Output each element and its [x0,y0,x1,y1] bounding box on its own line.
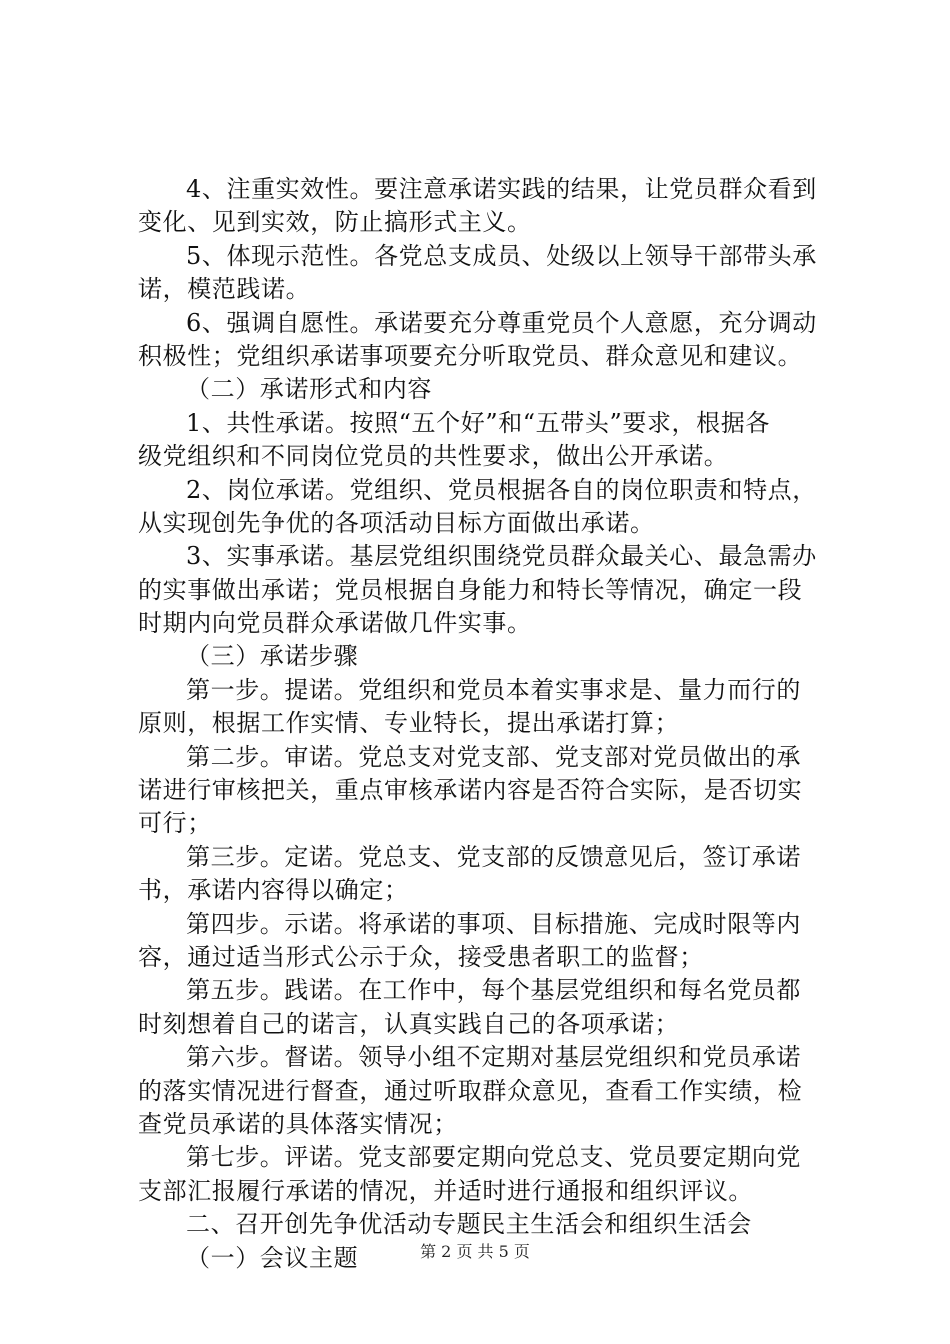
paragraph-line: 诺进行审核把关，重点审核承诺内容是否符合实际，是否切实 [138,776,803,805]
paragraph-line: 第三步。定诺。党总支、党支部的反馈意见后，签订承诺 [186,842,801,871]
paragraph-line: 6、强调自愿性。承诺要充分尊重党员个人意愿，充分调动 [186,308,817,337]
paragraph-line: 可行； [138,809,212,838]
paragraph-line: 的实事做出承诺；党员根据自身能力和特长等情况，确定一段 [138,575,803,604]
paragraph-line: 级党组织和不同岗位党员的共性要求，做出公开承诺。 [138,442,729,471]
paragraph-line: 4、注重实效性。要注意承诺实践的结果，让党员群众看到 [186,175,817,203]
paragraph-line: 原则，根据工作实情、专业特长，提出承诺打算； [138,709,680,738]
section-heading: （三）承诺步骤 [186,642,359,671]
paragraph-line: 第二步。审诺。党总支对党支部、党支部对党员做出的承 [186,742,801,771]
paragraph-line: 第四步。示诺。将承诺的事项、目标措施、完成时限等内 [186,909,801,938]
paragraph-line: 书，承诺内容得以确定； [138,876,409,905]
paragraph-line: 第七步。评诺。党支部要定期向党总支、党员要定期向党 [186,1143,801,1172]
paragraph-line: 时刻想着自己的诺言，认真实践自己的各项承诺； [138,1009,680,1038]
section-heading: （二）承诺形式和内容 [186,375,432,404]
paragraph-line: 5、体现示范性。各党总支成员、处级以上领导干部带头承 [186,241,817,270]
paragraph-line: 的落实情况进行督查，通过听取群众意见，查看工作实绩，检 [138,1076,803,1105]
section-heading: 二、召开创先争优活动专题民主生活会和组织生活会 [186,1210,752,1239]
paragraph-line: 积极性；党组织承诺事项要充分听取党员、群众意见和建议。 [138,341,803,370]
paragraph-line: 3、实事承诺。基层党组织围绕党员群众最关心、最急需办 [186,542,817,571]
paragraph-line: 1、共性承诺。按照“五个好”和“五带头”要求，根据各 [186,408,770,437]
document-body [138,173,838,1275]
paragraph-line: 变化、见到实效，防止搞形式主义。 [138,208,532,237]
paragraph-line: 第五步。践诺。在工作中，每个基层党组织和每名党员都 [186,976,801,1005]
paragraph-line: 查党员承诺的具体落实情况； [138,1109,458,1138]
paragraph-line: 诺，模范践诺。 [138,275,311,304]
paragraph-line: 2、岗位承诺。党组织、党员根据各自的岗位职责和特点， [186,475,817,504]
paragraph-line: 容，通过适当形式公示于众，接受患者职工的监督； [138,942,704,971]
paragraph-line: 时期内向党员群众承诺做几件实事。 [138,609,532,638]
paragraph-line: 第六步。督诺。领导小组不定期对基层党组织和党员承诺 [186,1043,801,1072]
paragraph-line: 支部汇报履行承诺的情况，并适时进行通报和组织评议。 [138,1176,753,1205]
section-heading: （一）会议主题 [186,1243,359,1272]
paragraph-line: 从实现创先争优的各项活动目标方面做出承诺。 [138,508,655,537]
page-number-footer: 第 2 页 共 5 页 [420,1242,530,1261]
paragraph-line: 第一步。提诺。党组织和党员本着实事求是、量力而行的 [186,675,801,704]
